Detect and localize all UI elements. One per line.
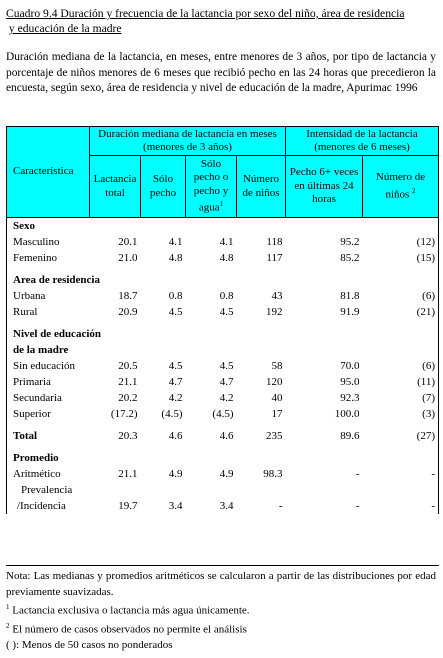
cell-value: 40 bbox=[271, 392, 283, 404]
cell-value: 4.7 bbox=[219, 376, 234, 388]
pecho-agua-label: Sólo pecho o pecho y agua bbox=[193, 157, 229, 214]
cell-value: 235 bbox=[266, 430, 283, 442]
total-row bbox=[7, 422, 439, 444]
footnote-mark-2: 2 bbox=[412, 186, 416, 195]
table-row bbox=[7, 358, 439, 374]
row-label: Urbana bbox=[7, 288, 90, 304]
cell-value: 20.9 bbox=[118, 306, 138, 318]
table-row bbox=[7, 234, 439, 250]
cell-value: 20.2 bbox=[118, 392, 138, 404]
cell-value: 4.5 bbox=[168, 360, 183, 372]
footnote-1 bbox=[6, 600, 436, 619]
group-intensity-line2: (menores de 6 meses) bbox=[314, 141, 410, 153]
cell-value: 21.1 bbox=[118, 468, 138, 480]
header-pecho-agua bbox=[186, 156, 237, 218]
cell-value: 4.1 bbox=[219, 236, 234, 248]
table-row bbox=[7, 390, 439, 406]
row-label: Femenino bbox=[7, 250, 90, 266]
cell-value: 0.8 bbox=[168, 290, 183, 302]
table-row bbox=[7, 288, 439, 304]
cell-value: (11) bbox=[363, 374, 439, 390]
header-group-duration bbox=[90, 127, 286, 156]
numero-ninos-2-label: Número de niños bbox=[375, 171, 426, 201]
cell-value: 19.7 bbox=[118, 500, 138, 512]
section-label: Sexo bbox=[7, 218, 439, 235]
footnote-2 bbox=[6, 619, 436, 638]
cell-value: 117 bbox=[266, 252, 283, 264]
cell-value: - bbox=[363, 498, 439, 514]
header-group-intensity bbox=[286, 127, 439, 156]
group-intensity-line1: Intensidad de la lactancia bbox=[306, 127, 418, 140]
section-label: Nivel de educación bbox=[7, 320, 439, 342]
cell-value: 4.6 bbox=[219, 430, 234, 442]
section-header-row bbox=[7, 266, 439, 288]
cell-value: 95.0 bbox=[340, 376, 360, 388]
footnote-2-text: El número de casos observados no permite el análisis bbox=[12, 623, 247, 636]
row-label: Sin educación bbox=[7, 358, 90, 374]
table-row bbox=[7, 498, 439, 514]
footnote-3: ( ): Menos de 50 casos no ponderados bbox=[6, 639, 173, 652]
group-duration-line1: Duración mediana de lactancia en meses bbox=[98, 127, 277, 140]
cell-value: 17 bbox=[271, 408, 283, 420]
row-label: Prevalencia bbox=[7, 482, 439, 498]
footnote-mark-1: 1 bbox=[219, 200, 224, 209]
header-numero-ninos: Número de niños bbox=[237, 156, 286, 218]
table-row bbox=[7, 304, 439, 320]
header-caracteristica: Característica bbox=[7, 127, 90, 218]
title-line-1: Cuadro 9.4 Duración y frecuencia de la lactancia por sexo del niño, área de residencia bbox=[6, 7, 405, 20]
row-label: Secundaria bbox=[7, 390, 90, 406]
row-label: Rural bbox=[7, 304, 90, 320]
cell-value: (27) bbox=[363, 422, 439, 444]
table-body bbox=[7, 218, 439, 515]
cell-value: (21) bbox=[363, 304, 439, 320]
cell-value: 4.9 bbox=[219, 468, 234, 480]
cell-value: 89.6 bbox=[340, 430, 360, 442]
footnote-1-text: Lactancia exclusiva o lactancia más agua únicamente. bbox=[12, 604, 250, 617]
table-title bbox=[6, 6, 436, 36]
cell-value: - bbox=[278, 500, 283, 512]
cell-value: 98.3 bbox=[263, 468, 283, 480]
cell-value: (4.5) bbox=[161, 408, 183, 420]
table-header bbox=[7, 127, 439, 218]
row-label: /Incidencia bbox=[7, 498, 90, 514]
table-notes bbox=[6, 569, 436, 654]
cell-value: 192 bbox=[266, 306, 283, 318]
header-pecho-6-veces: Pecho 6+ veces en últimas 24 horas bbox=[286, 156, 363, 218]
cell-value: 70.0 bbox=[340, 360, 360, 372]
header-solo-pecho: Sólo pecho bbox=[141, 156, 186, 218]
cell-value: (6) bbox=[363, 358, 439, 374]
cell-value: 4.5 bbox=[219, 306, 234, 318]
cell-value: 118 bbox=[266, 236, 283, 248]
cell-value: 3.4 bbox=[219, 500, 234, 512]
footnote-2-mark: 2 bbox=[6, 622, 10, 631]
cell-value: 4.1 bbox=[168, 236, 183, 248]
cell-value: 91.9 bbox=[340, 306, 360, 318]
section-header-row bbox=[7, 444, 439, 466]
cell-value: 18.7 bbox=[118, 290, 138, 302]
cell-value: (6) bbox=[363, 288, 439, 304]
cell-value: 4.7 bbox=[168, 376, 183, 388]
cell-value: 20.5 bbox=[118, 360, 138, 372]
cell-value: 4.9 bbox=[168, 468, 183, 480]
cell-value: 100.0 bbox=[334, 408, 360, 420]
table-row bbox=[7, 374, 439, 390]
cell-value: 81.8 bbox=[340, 290, 360, 302]
cell-value: 4.8 bbox=[219, 252, 234, 264]
section-header-row bbox=[7, 342, 439, 358]
table-description: Duración mediana de la lactancia, en meses, entre menores de 3 años, por tipo de lactancia y porcentaje de niños menores de 6 meses que recibió pecho en las 24 horas que precedieron la encuesta, según sexo, área de residencia y nivel de educación de la madre, Apurimac 1996 bbox=[6, 51, 436, 94]
cell-value: 95.2 bbox=[340, 236, 360, 248]
cell-value: 4.5 bbox=[219, 360, 234, 372]
cell-value: (4.5) bbox=[212, 408, 234, 420]
header-numero-ninos-2 bbox=[363, 156, 439, 218]
cell-value: 3.4 bbox=[168, 500, 183, 512]
row-label: Aritmético bbox=[7, 466, 90, 482]
cell-value: 21.0 bbox=[118, 252, 138, 264]
table-row bbox=[7, 482, 439, 498]
lactation-table bbox=[6, 126, 439, 514]
cell-value: 20.3 bbox=[118, 430, 138, 442]
cell-value: 4.5 bbox=[168, 306, 183, 318]
row-label: Superior bbox=[7, 406, 90, 422]
cell-value: (7) bbox=[363, 390, 439, 406]
section-label: Area de residencia bbox=[7, 266, 439, 288]
footnote-1-mark: 1 bbox=[6, 603, 10, 611]
row-label: Masculino bbox=[7, 234, 90, 250]
cell-value: 43 bbox=[271, 290, 283, 302]
cell-value: (15) bbox=[363, 250, 439, 266]
cell-value: 120 bbox=[266, 376, 283, 388]
group-duration-line2: (menores de 3 años) bbox=[143, 141, 232, 153]
cell-value: 85.2 bbox=[340, 252, 360, 264]
cell-value: 92.3 bbox=[340, 392, 360, 404]
cell-value: 21.1 bbox=[118, 376, 138, 388]
cell-value: - bbox=[355, 500, 360, 512]
row-label: Total bbox=[7, 422, 90, 444]
cell-value: - bbox=[363, 466, 439, 482]
title-line-2: y educación de la madre bbox=[8, 22, 122, 35]
table-bottom-rule bbox=[6, 565, 439, 566]
cell-value: (17.2) bbox=[110, 408, 138, 420]
row-label: Primaria bbox=[7, 374, 90, 390]
section-header-row bbox=[7, 218, 439, 235]
section-header-row bbox=[7, 320, 439, 342]
header-lactancia-total: Lactancia total bbox=[90, 156, 141, 218]
section-label: Promedio bbox=[7, 444, 439, 466]
section-label: de la madre bbox=[7, 342, 439, 358]
cell-value: - bbox=[355, 468, 360, 480]
cell-value: (12) bbox=[363, 234, 439, 250]
cell-value: 58 bbox=[271, 360, 283, 372]
cell-value: 4.2 bbox=[219, 392, 234, 404]
cell-value: 4.8 bbox=[168, 252, 183, 264]
table-row bbox=[7, 406, 439, 422]
cell-value: 4.6 bbox=[168, 430, 183, 442]
cell-value: 20.1 bbox=[118, 236, 138, 248]
table-row bbox=[7, 466, 439, 482]
note-text: Nota: Las medianas y promedios aritméticos se calcularon a partir de las distribuciones por edad previamente suavizadas. bbox=[6, 570, 436, 598]
cell-value: 0.8 bbox=[219, 290, 234, 302]
table-row bbox=[7, 250, 439, 266]
cell-value: 4.2 bbox=[168, 392, 183, 404]
cell-value: (3) bbox=[363, 406, 439, 422]
